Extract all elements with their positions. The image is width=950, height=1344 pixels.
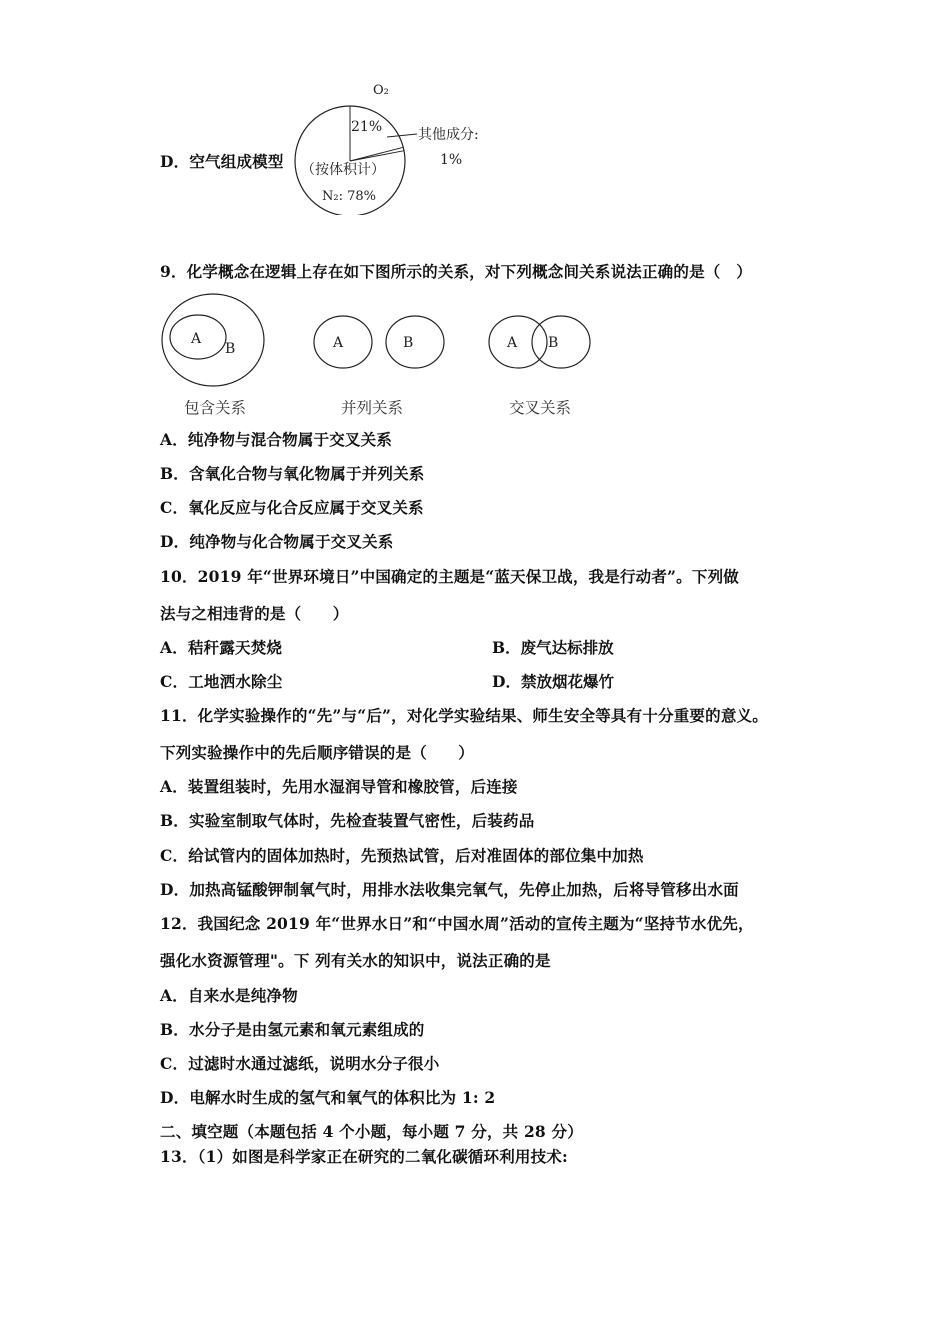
pie-other-pct: 1% bbox=[440, 152, 463, 168]
q9-option-b: B．含氧化合物与氧化物属于并列关系 bbox=[160, 464, 425, 483]
q11-stem-line2: 下列实验操作中的先后顺序错误的是（ ） bbox=[160, 743, 475, 762]
intersection-label-b: B bbox=[548, 335, 559, 351]
q10-option-d: D．禁放烟花爆竹 bbox=[492, 672, 614, 691]
caption-parallel: 并列关系 bbox=[341, 399, 404, 417]
intersection-circle-b bbox=[532, 316, 590, 368]
pie-center-text: （按体积计） bbox=[301, 162, 385, 178]
caption-intersection: 交叉关系 bbox=[509, 399, 572, 417]
pie-n2-label: N₂: 78% bbox=[322, 189, 376, 204]
parallel-circle-b bbox=[386, 316, 444, 368]
q9-option-d: D．纯净物与化合物属于交叉关系 bbox=[160, 532, 394, 551]
pie-other-label: 其他成分: bbox=[418, 127, 479, 143]
parallel-label-a: A bbox=[333, 335, 344, 351]
q11-option-a: A．装置组装时，先用水湿润导管和橡胶管，后连接 bbox=[160, 777, 518, 796]
q12-stem-line2: 强化水资源管理"。下 列有关水的知识中，说法正确的是 bbox=[160, 951, 551, 970]
q9-stem: 9．化学概念在逻辑上存在如下图所示的关系，对下列概念间关系说法正确的是（ ） bbox=[160, 262, 752, 281]
q12-option-d: D．电解水时生成的氢气和氧气的体积比为 1: 2 bbox=[160, 1088, 496, 1107]
q11-option-b: B．实验室制取气体时，先检查装置气密性，后装药品 bbox=[160, 811, 535, 830]
q12-option-b: B．水分子是由氢元素和氧元素组成的 bbox=[160, 1020, 425, 1039]
concept-relation-diagrams bbox=[150, 290, 610, 395]
inclusion-outer-circle bbox=[162, 294, 264, 386]
q10-option-c: C．工地洒水除尘 bbox=[160, 672, 283, 691]
q12-stem-line1: 12．我国纪念 2019 年“世界水日”和“中国水周”活动的宣传主题为“坚持节水优先， bbox=[160, 914, 754, 933]
q10-stem-line1: 10．2019 年“世界环境日”中国确定的主题是“蓝天保卫战，我是行动者”。下列做 bbox=[160, 567, 739, 586]
parallel-label-b: B bbox=[403, 335, 414, 351]
pie-o2-label: O₂ bbox=[373, 83, 389, 98]
q13-stem: 13．（1）如图是科学家正在研究的二氧化碳循环利用技术: bbox=[160, 1147, 568, 1166]
q10-stem-line2: 法与之相违背的是（ ） bbox=[160, 604, 349, 623]
inclusion-label-b: B bbox=[225, 341, 236, 357]
q10-option-b: B．废气达标排放 bbox=[492, 638, 614, 657]
q11-option-d: D．加热高锰酸钾制氧气时，用排水法收集完氧气，先停止加热，后将导管移出水面 bbox=[160, 880, 739, 899]
q8-option-d: D．空气组成模型 bbox=[160, 152, 284, 171]
air-composition-pie bbox=[285, 75, 515, 215]
caption-inclusion: 包含关系 bbox=[184, 399, 247, 417]
q12-option-a: A．自来水是纯净物 bbox=[160, 986, 298, 1005]
q9-option-c: C．氧化反应与化合反应属于交叉关系 bbox=[160, 498, 424, 517]
q11-option-c: C．给试管内的固体加热时，先预热试管，后对准固体的部位集中加热 bbox=[160, 846, 644, 865]
q10-option-a: A．秸秆露天焚烧 bbox=[160, 638, 283, 657]
pie-o2-pct: 21% bbox=[351, 119, 383, 135]
q9-option-a: A．纯净物与混合物属于交叉关系 bbox=[160, 430, 393, 449]
q11-stem-line1: 11．化学实验操作的“先”与“后”，对化学实验结果、师生安全等具有十分重要的意义。 bbox=[160, 706, 768, 725]
inclusion-label-a: A bbox=[191, 331, 202, 347]
q12-option-c: C．过滤时水通过滤纸，说明水分子很小 bbox=[160, 1054, 440, 1073]
section-2-heading: 二、填空题（本题包括 4 个小题，每小题 7 分，共 28 分） bbox=[160, 1122, 583, 1141]
intersection-circle-a bbox=[489, 316, 547, 368]
intersection-label-a: A bbox=[507, 335, 518, 351]
